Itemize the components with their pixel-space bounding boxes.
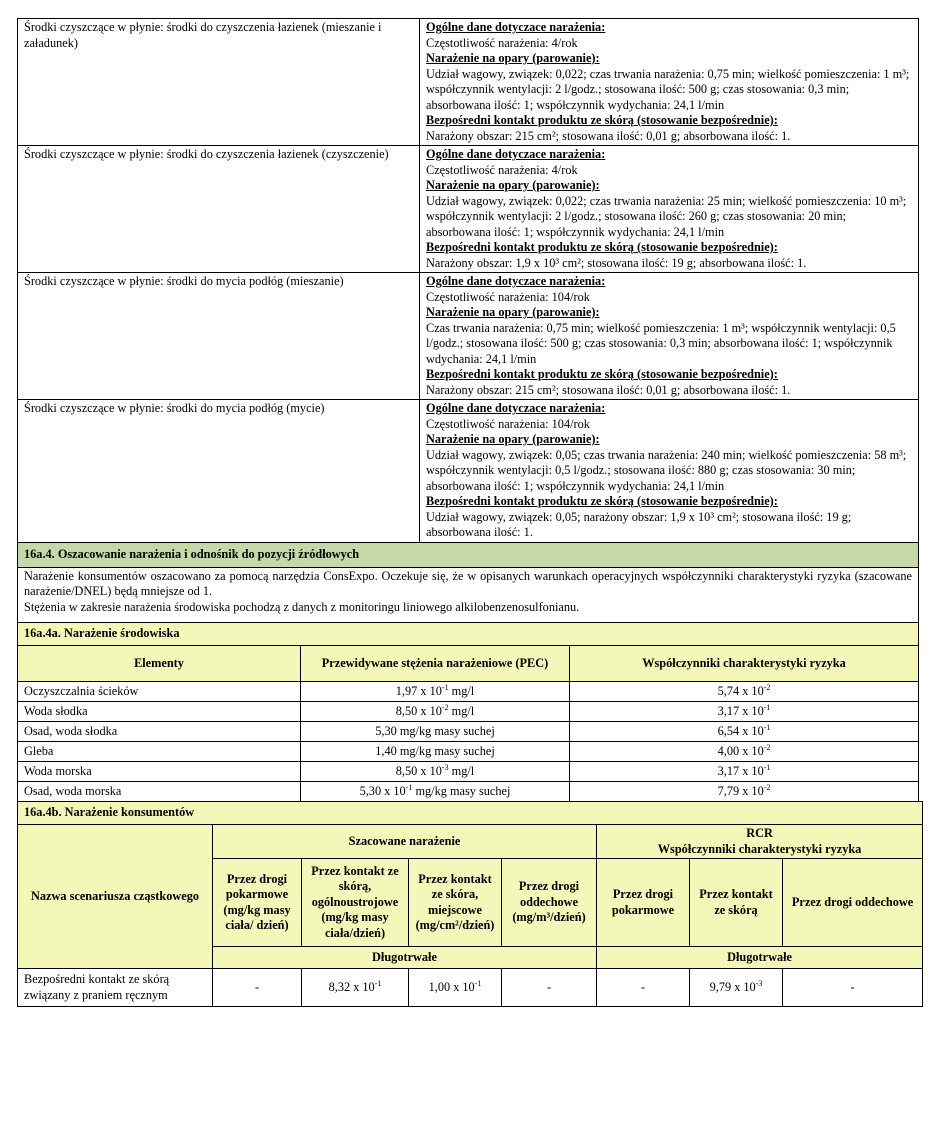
general-heading: Ogólne dane dotyczace narażenia: — [426, 274, 606, 288]
group-header-exposure: Szacowane narażenie — [213, 825, 597, 859]
vapour-heading: Narażenie na opary (parowanie): — [426, 178, 600, 192]
duration-label-rcr: Długotrwałe — [597, 947, 923, 969]
skin-heading: Bezpośredni kontakt produktu ze skórą (stosowanie bezpośrednie): — [426, 367, 778, 381]
vapour-heading: Narażenie na opary (parowanie): — [426, 432, 600, 446]
section-4-paragraph: Narażenie konsumentów oszacowano za pomocą narzędzia ConsExpo. Oczekuje się, że w opisanych warunkach operacyjnych współczynniki charakterystyki ryzyka (szacowane narażenie/DNEL) będą mniejsze od 1. — [24, 568, 912, 598]
scenario-details — [420, 146, 919, 273]
pec-cell: 5,30 x $10^{-1}$ mg/kg masy suchej — [301, 782, 570, 802]
scenario-row — [18, 273, 919, 400]
group-header-rcr: RCR Współczynniki charakterystyki ryzyka — [597, 825, 923, 859]
environment-table — [17, 622, 919, 802]
column-header-rcr-oral: Przez drogi pokarmowe — [597, 859, 690, 947]
skin-text: Narażony obszar: 215 cm²; stosowana ilość: 0,01 g; absorbowana ilość: 1. — [426, 382, 791, 397]
column-header-dermal-local: Przez kontakt ze skóra, miejscowe (mg/cm²/dzień) — [409, 859, 502, 947]
rcr-inhalation-cell: - — [783, 969, 923, 1007]
vapour-text: Udział wagowy, związek: 0,022; czas trwania narażenia: 25 min; wielkość pomieszczenia: 10 m³; współczynnik wentylacji: 2 l/godz.; stosowana ilość: 260 g; czas stosowania: 20 min; — [426, 193, 907, 223]
section-4a-title: 16a.4a. Narażenie środowiska — [18, 623, 919, 646]
scenario-row — [18, 400, 919, 543]
scenario-details — [420, 273, 919, 400]
duration-label-exposure: Długotrwałe — [213, 947, 597, 969]
vapour-text: Czas trwania narażenia: 0,75 min; wielkość pomieszczenia: 1 m³; współczynnik wentylacji: 0,5 l/godz.; stosowana ilość: 500 g; czas stosowania: 0,3 min; absorbowana ilość: 1; współczynnik wdychania: 24,1 l/min — [426, 320, 896, 366]
skin-heading: Bezpośredni kontakt produktu ze skórą (stosowanie bezpośrednie): — [426, 494, 778, 508]
vapour-text-2: absorbowana ilość: 1; współczynnik wydychania: 24,1 l/min — [426, 224, 725, 239]
column-header-pec: Przewidywane stężenia narażeniowe (PEC) — [301, 646, 570, 682]
column-header-rcr-inhalation: Przez drogi oddechowe — [783, 859, 923, 947]
column-header-elements: Elementy — [18, 646, 301, 682]
element-cell: Oczyszczalnia ścieków — [18, 682, 301, 702]
general-text: Częstotliwość narażenia: 4/rok — [426, 162, 578, 177]
skin-text: Narażony obszar: 1,9 x 10³ cm²; stosowana ilość: 19 g; absorbowana ilość: 1. — [426, 255, 807, 270]
element-cell: Woda słodka — [18, 702, 301, 722]
skin-text: Udział wagowy, związek: 0,05; narażony obszar: 1,9 x 10³ cm²; stosowana ilość: 19 g; absorbowana ilość: 1. — [426, 509, 852, 539]
rcr-cell: 7,79 x $10^{-2}$ — [570, 782, 919, 802]
scenario-name: Środki czyszczące w płynie: środki do mycia podłóg (mycie) — [18, 400, 420, 543]
scenario-row — [18, 19, 919, 146]
consumer-table — [17, 801, 923, 1007]
vapour-text: Udział wagowy, związek: 0,05; czas trwania narażenia: 240 min; wielkość pomieszczenia: 58 m³; współczynnik wentylacji: 0,5 l/godz.; stosowana ilość: 880 g; czas stosowania: 30 min; — [426, 447, 907, 477]
document-page — [17, 18, 918, 1007]
vapour-text: Udział wagowy, związek: 0,022; czas trwania narażenia: 0,75 min; wielkość pomieszczenia: 1 m³; współczynnik wentylacji: 2 l/godz.; stosowana ilość: 500 g; czas stosowania: 0,3 min; — [426, 66, 910, 96]
general-heading: Ogólne dane dotyczace narażenia: — [426, 20, 606, 34]
scenario-table — [17, 18, 919, 623]
scenario-name: Środki czyszczące w płynie: środki do czyszczenia łazienek (mieszanie i załadunek) — [18, 19, 420, 146]
column-header-scenario: Nazwa scenariusza cząstkowego — [18, 825, 213, 969]
pec-cell: 5,30 mg/kg masy suchej — [301, 722, 570, 742]
vapour-heading: Narażenie na opary (parowanie): — [426, 51, 600, 65]
dermal-local-cell: 1,00 x $10^{-1}$ — [409, 969, 502, 1007]
table-row — [18, 762, 919, 782]
rcr-dermal-cell: 9,79 x $10^{-3}$ — [690, 969, 783, 1007]
rcr-cell: 5,74 x $10^{-2}$ — [570, 682, 919, 702]
vapour-heading: Narażenie na opary (parowanie): — [426, 305, 600, 319]
rcr-cell: 3,17 x $10^{-1}$ — [570, 702, 919, 722]
column-header-rcr-dermal: Przez kontakt ze skórą — [690, 859, 783, 947]
pec-cell: 1,97 x $10^{-1}$ mg/l — [301, 682, 570, 702]
general-heading: Ogólne dane dotyczace narażenia: — [426, 401, 606, 415]
table-row — [18, 722, 919, 742]
section-4b-title: 16a.4b. Narażenie konsumentów — [18, 802, 923, 825]
scenario-details — [420, 400, 919, 543]
table-row — [18, 742, 919, 762]
table-row — [18, 969, 923, 1007]
element-cell: Osad, woda morska — [18, 782, 301, 802]
column-header-dermal-systemic: Przez kontakt ze skórą, ogólnoustrojowe (mg/kg masy ciała/dzień) — [302, 859, 409, 947]
vapour-text-2: absorbowana ilość: 1; współczynnik wydychania: 24,1 l/min — [426, 478, 725, 493]
environment-rows — [18, 682, 919, 802]
section-4-title: 16a.4. Oszacowanie narażenia i odnośnik do pozycji źródłowych — [18, 542, 919, 567]
table-row — [18, 682, 919, 702]
scenario-name: Środki czyszczące w płynie: środki do mycia podłóg (mieszanie) — [18, 273, 420, 400]
skin-text: Narażony obszar: 215 cm²; stosowana ilość: 0,01 g; absorbowana ilość: 1. — [426, 128, 791, 143]
rcr-cell: 4,00 x $10^{-2}$ — [570, 742, 919, 762]
column-header-oral: Przez drogi pokarmowe (mg/kg masy ciała/ dzień) — [213, 859, 302, 947]
scenario-details — [420, 19, 919, 146]
element-cell: Osad, woda słodka — [18, 722, 301, 742]
oral-cell: - — [213, 969, 302, 1007]
section-4-paragraph: Stężenia w zakresie narażenia środowiska pochodzą z danych z monitoringu liniowego alkilobenzenosulfonianu. — [24, 599, 580, 614]
skin-heading: Bezpośredni kontakt produktu ze skórą (stosowanie bezpośrednie): — [426, 113, 778, 127]
table-row — [18, 782, 919, 802]
column-header-rcr: Współczynniki charakterystyki ryzyka — [570, 646, 919, 682]
dermal-systemic-cell: 8,32 x $10^{-1}$ — [302, 969, 409, 1007]
general-text: Częstotliwość narażenia: 104/rok — [426, 416, 590, 431]
rcr-cell: 3,17 x $10^{-1}$ — [570, 762, 919, 782]
general-text: Częstotliwość narażenia: 4/rok — [426, 35, 578, 50]
pec-cell: 8,50 x $10^{-3}$ mg/l — [301, 762, 570, 782]
general-text: Częstotliwość narażenia: 104/rok — [426, 289, 590, 304]
pec-cell: 8,50 x $10^{-2}$ mg/l — [301, 702, 570, 722]
pec-cell: 1,40 mg/kg masy suchej — [301, 742, 570, 762]
scenario-name-cell: Bezpośredni kontakt ze skórą związany z praniem ręcznym — [18, 969, 213, 1007]
element-cell: Gleba — [18, 742, 301, 762]
scenario-row — [18, 146, 919, 273]
element-cell: Woda morska — [18, 762, 301, 782]
skin-heading: Bezpośredni kontakt produktu ze skórą (stosowanie bezpośrednie): — [426, 240, 778, 254]
rcr-oral-cell: - — [597, 969, 690, 1007]
rcr-cell: 6,54 x $10^{-1}$ — [570, 722, 919, 742]
section-4-text — [18, 567, 919, 623]
inhalation-cell: - — [502, 969, 597, 1007]
column-header-inhalation: Przez drogi oddechowe (mg/m³/dzień) — [502, 859, 597, 947]
vapour-text-2: absorbowana ilość: 1; współczynnik wydychania: 24,1 l/min — [426, 97, 725, 112]
general-heading: Ogólne dane dotyczace narażenia: — [426, 147, 606, 161]
table-row — [18, 702, 919, 722]
scenario-name: Środki czyszczące w płynie: środki do czyszczenia łazienek (czyszczenie) — [18, 146, 420, 273]
